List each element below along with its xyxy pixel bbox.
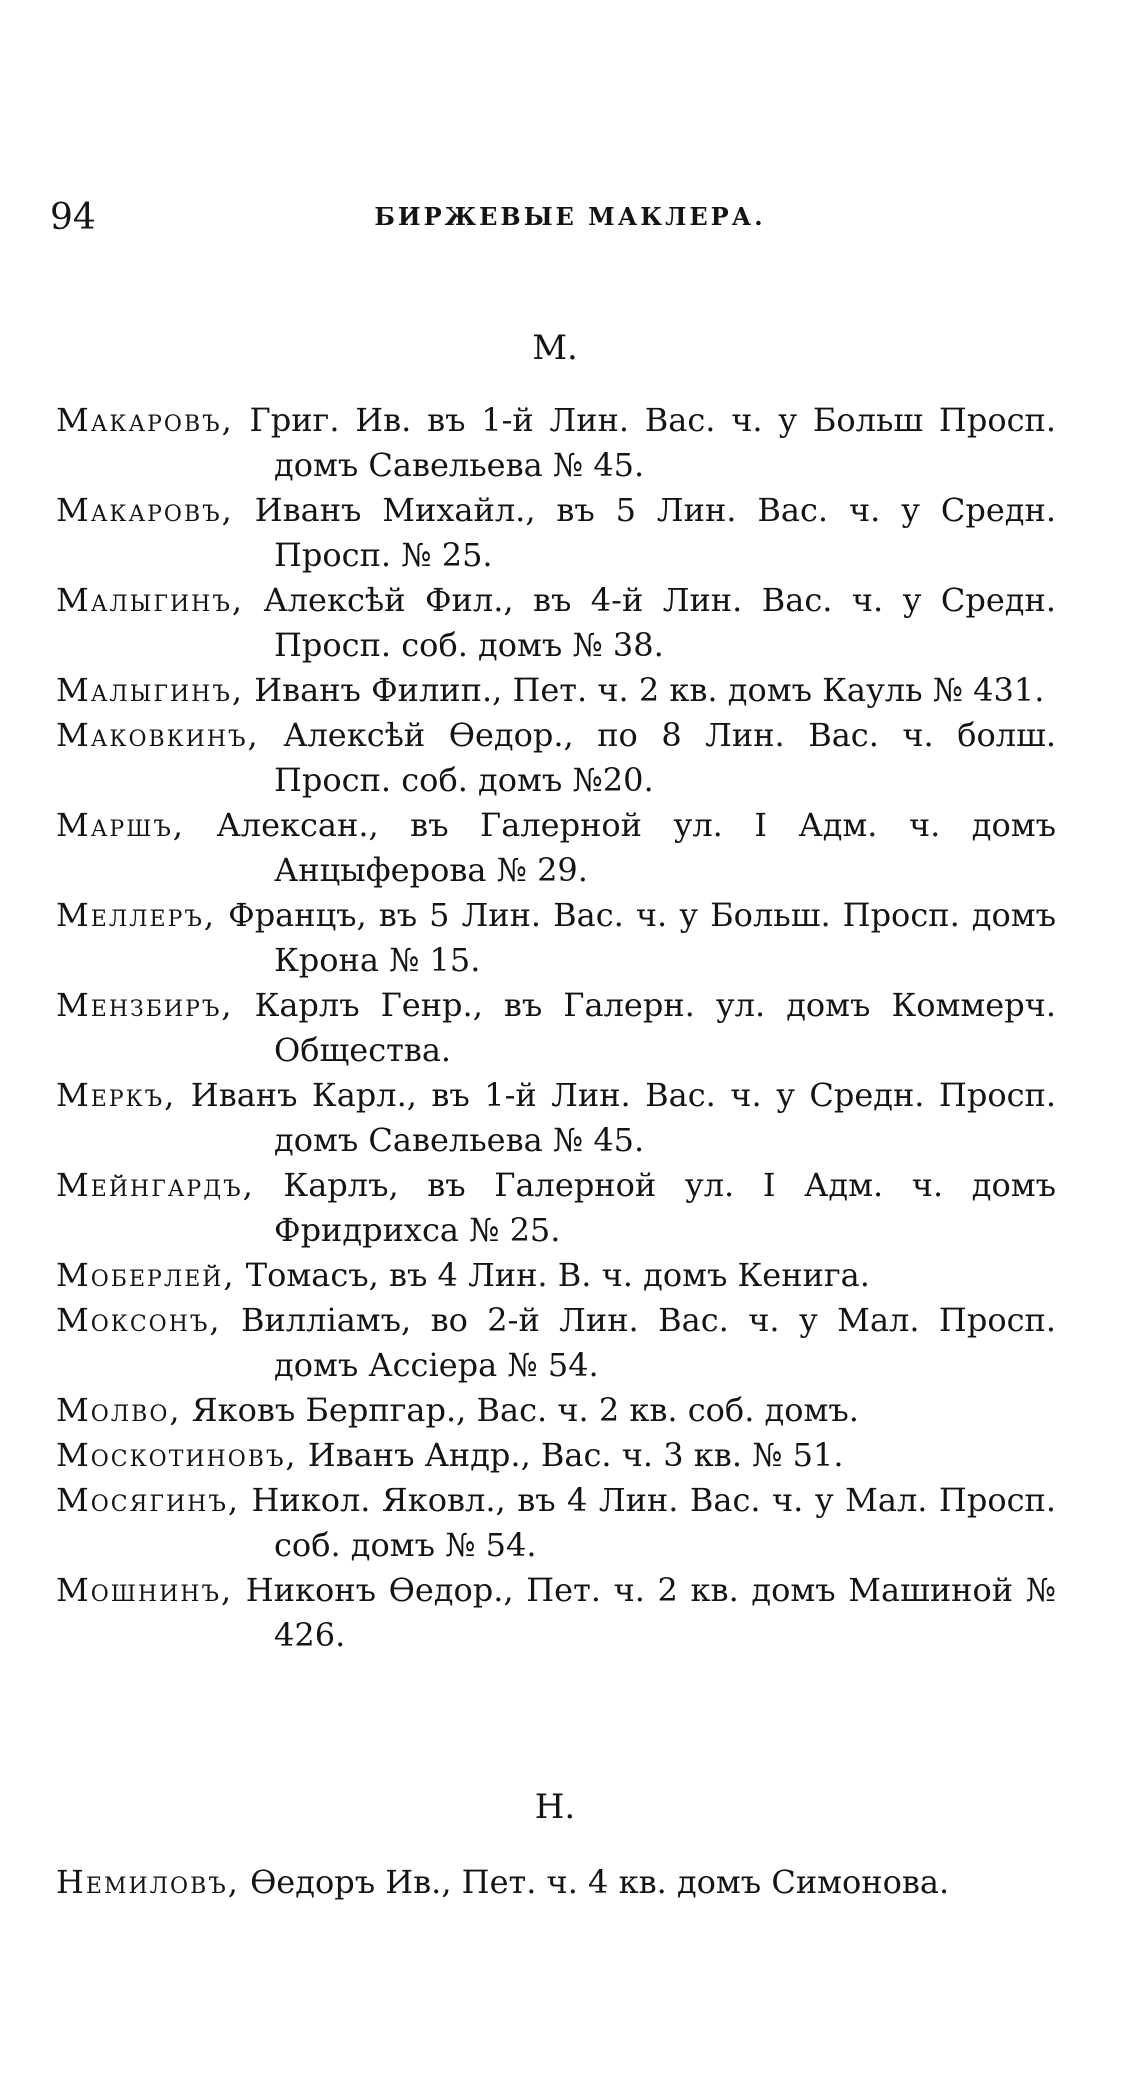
entry-details: Вилліамъ, во 2-й Лин. Вас. ч. у Мал. Просп. домъ Ассіера № 54.	[240, 1301, 1057, 1384]
entry-surname: Макаровъ,	[56, 401, 234, 439]
directory-entry	[56, 893, 1056, 983]
entry-surname: Маковкинъ,	[56, 716, 260, 754]
directory-entry	[56, 578, 1056, 668]
entry-surname: Маршъ,	[56, 806, 185, 844]
entry-details: Григ. Ив. въ 1-й Лин. Вас. ч. у Больш Просп. домъ Савельева № 45.	[249, 401, 1057, 484]
entry-list-n	[56, 1860, 1056, 1905]
directory-entry	[56, 1388, 1056, 1433]
entry-list-m	[56, 398, 1056, 1658]
entry-details: Иванъ Михайл., въ 5 Лин. Вас. ч. у Средн. Просп. № 25.	[254, 491, 1057, 574]
entry-surname: Мензбиръ,	[56, 986, 234, 1024]
entry-details: Томасъ, въ 4 Лин. В. ч. домъ Кенига.	[245, 1256, 870, 1294]
entry-details: Францъ, въ 5 Лин. Вас. ч. у Больш. Просп. домъ Крона № 15.	[228, 896, 1057, 979]
entry-surname: Макаровъ,	[56, 491, 234, 529]
entry-details: Карлъ, въ Галерной ул. I Адм. ч. домъ Фридрихса № 25.	[274, 1166, 1057, 1249]
page-number: 94	[50, 197, 96, 238]
entry-details: Никонъ Өедор., Пет. ч. 2 кв. домъ Машиной № 426.	[245, 1571, 1057, 1654]
directory-entry	[56, 713, 1056, 803]
entry-surname: Малыгинъ,	[56, 581, 245, 619]
directory-entry	[56, 1433, 1056, 1478]
directory-entry	[56, 668, 1056, 713]
running-head: БИРЖЕВЫЕ МАКЛЕРА.	[374, 202, 766, 231]
entry-surname: Молво,	[56, 1391, 182, 1429]
entry-details: Иванъ Карл., въ 1-й Лин. Вас. ч. у Средн. Просп. домъ Савельева № 45.	[190, 1076, 1057, 1159]
directory-entry	[56, 983, 1056, 1073]
directory-entry	[56, 1478, 1056, 1568]
entry-surname: Немиловъ,	[56, 1863, 240, 1901]
entry-surname: Меллеръ,	[56, 896, 217, 934]
entry-details: Яковъ Берпгар., Вас. ч. 2 кв. соб. домъ.	[191, 1391, 859, 1429]
entry-details: Өедоръ Ив., Пет. ч. 4 кв. домъ Симонова.	[250, 1863, 950, 1901]
entry-surname: Мейнгардъ,	[56, 1166, 255, 1204]
directory-entry	[56, 488, 1056, 578]
entry-details: Алексѣй Өедор., по 8 Лин. Вас. ч. болш. Просп. соб. домъ №20.	[274, 716, 1056, 799]
entry-details: Никол. Яковл., въ 4 Лин. Вас. ч. у Мал. Просп. соб. домъ № 54.	[251, 1481, 1057, 1564]
entry-surname: Моксонъ,	[56, 1301, 222, 1339]
directory-entry	[56, 398, 1056, 488]
entry-details: Иванъ Андр., Вас. ч. 3 кв. № 51.	[307, 1436, 844, 1474]
directory-entry	[56, 1860, 1056, 1905]
entry-surname: Меркъ,	[56, 1076, 177, 1114]
directory-entry	[56, 1298, 1056, 1388]
directory-entry	[56, 1073, 1056, 1163]
section-letter-m: М.	[532, 328, 578, 368]
section-letter-n: Н.	[534, 1787, 576, 1827]
entry-details: Карлъ Генр., въ Галерн. ул. домъ Коммерч. Общества.	[254, 986, 1057, 1069]
entry-surname: Малыгинъ,	[56, 671, 245, 709]
directory-entry	[56, 1568, 1056, 1658]
entry-surname: Моберлей,	[56, 1256, 236, 1294]
entry-surname: Мосягинъ,	[56, 1481, 240, 1519]
entry-surname: Москотиновъ,	[56, 1436, 298, 1474]
directory-entry	[56, 803, 1056, 893]
directory-entry	[56, 1163, 1056, 1253]
entry-details: Алексан., въ Галерной ул. I Адм. ч. домъ Анцыферова № 29.	[216, 806, 1057, 889]
entry-details: Алексѣй Фил., въ 4-й Лин. Вас. ч. у Средн. Просп. соб. домъ № 38.	[263, 581, 1057, 664]
directory-entry	[56, 1253, 1056, 1298]
entry-details: Иванъ Филип., Пет. ч. 2 кв. домъ Кауль № 431.	[254, 671, 1045, 709]
entry-surname: Мошнинъ,	[56, 1571, 234, 1609]
